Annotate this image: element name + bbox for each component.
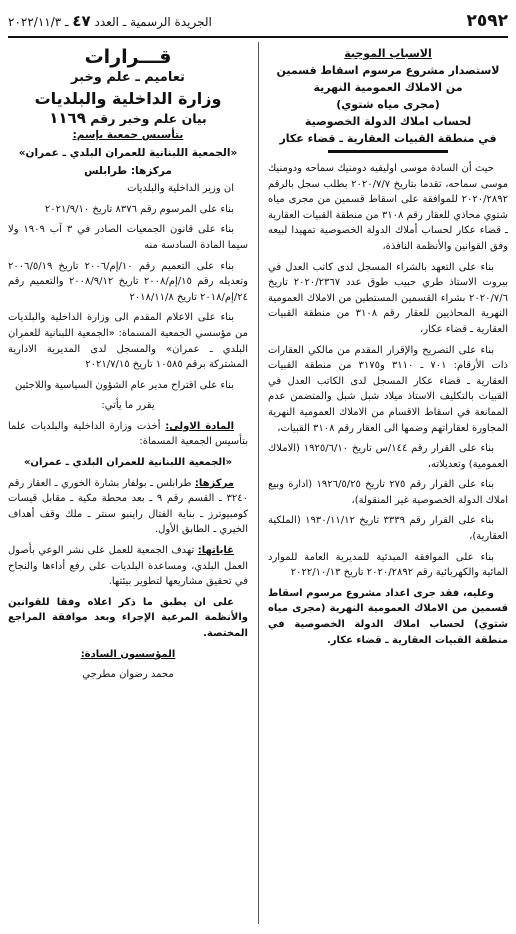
reasons-title-5: في منطقة القبيات العقارية ـ قضاء عكار [279, 132, 497, 145]
notice-heading [8, 108, 248, 127]
paragraph: بناء على الموافقة المبدئية للمديرية العامة للموارد المائية والكهربائية رقم ٢٠٢٠/٢٨٩٢ تاريخ ٢٠٢٢/١٠/١٣ [268, 551, 508, 579]
paragraph: بناء على التعهد بالشراء المسجل لدى كاتب العدل في بيروت الاستاذ طري حبيب طوق عدد ٢٠٢٠/٢٣٦٧ تاريخ ٢٠٢٠/٧/٦ بشراء القسمين المستطين من الاملاك العمومية النهرية المحاذيين للعقار رقم ٣١٠٨ من منطقة القبيات العقارية ـ قضاء عكار، [268, 261, 509, 335]
gazette-issue [8, 12, 212, 30]
paragraph: بناء على اقتراح مدير عام الشؤون السياسية واللاجئين [15, 379, 234, 391]
article-text: أخذت وزارة الداخلية والبلديات علما بتأسيس الجمعية المسماة: [8, 420, 248, 448]
issue-number: ٤٧ [72, 12, 91, 30]
hq-line: مركزها: طرابلس [84, 164, 172, 177]
association-name-repeat: «الجمعية اللبنانية للعمران البلدي ـ عمران» [23, 457, 233, 469]
gazette-name: الجريدة الرسمية ـ العدد [94, 15, 212, 29]
left-column [8, 44, 248, 688]
paragraph: بناء على القرار رقم ٣٣٣٩ تاريخ ١٩٣٠/١١/١٢ (الملكية العقارية)، [268, 515, 508, 543]
title-underline [328, 150, 448, 153]
header-rule [8, 36, 508, 38]
reasons-title-1: لاستصدار مشروع مرسوم اسقاط قسمين [276, 64, 500, 77]
reasons-title-2: من الاملاك العمومية النهرية [313, 81, 463, 94]
paragraph: بناء على قانون الجمعيات الصادر في ٣ آب ١٩٠٩ ولا سيما المادة السادسة منه [8, 224, 248, 251]
section-title: قـــرارات [84, 46, 172, 68]
paragraph: بناء على التصريح والإقرار المقدم من مالكي العقارات ذات الأرقام: ٧٠١ ـ ٣١١٠ و٣١٧٥ من منطقة القبيات العقارية ـ قضاء عكار المسجل لدى الكاتب العدل في القبيات بالتكليف الاستاذ ميلاد شبل شبل والمتضمن عدم الممانعة في اسقاط الاقسام من الاملاك العمومية النهرية المجاورة لعقاراتهم وضمها الى العقار رقم ٣١٠٨ القبيات، [268, 344, 508, 434]
article-one [8, 419, 248, 450]
paragraph: بناء على القرار رقم ٢٧٥ تاريخ ١٩٢٦/٥/٢٥ (ادارة وبيع املاك الدولة الخصوصية غير المنقولة)، [268, 479, 508, 506]
right-column [268, 44, 508, 653]
column-divider [258, 42, 259, 924]
paragraph: بناء على القرار رقم ١٤٤/س تاريخ ١٩٢٥/٦/١٠ (الاملاك العمومية) وتعديلاته، [268, 443, 508, 470]
section-subtitle: تعاميم ـ علم وخبر [71, 69, 185, 85]
goals-paragraph [8, 543, 248, 590]
founders-label: المؤسسون السادة: [80, 648, 176, 660]
founder-name: محمد رضوان مطرجي [82, 669, 174, 681]
association-name: «الجمعية اللبنانية للعمران البلدي ـ عمران» [18, 146, 238, 159]
reasons-heading: الاسباب الموجبة [344, 47, 432, 60]
reasons-title-4: لحساب املاك الدولة الخصوصية [304, 115, 472, 128]
goals-text: تهدف الجمعية للعمل على نشر الوعي بأصول العمل البلدي، ومساعدة البلديات على رفع أداءها والنجاح في تحقيق مشاريعها لتطوير بيئتها. [8, 545, 248, 588]
paragraph: بناء على التعميم رقم ١٠/إم/٢٠٠٦ تاريخ ٢٠٠٦/٥/١٩ وتعديله رقم ١٥/إم/٢٠٠٨ تاريخ ٢٠٠٨/٩/١٢ والتعميم رقم ٢٤/إم/٢٠١٨ تاريخ ٢٠١٨/١١/٨ [8, 260, 248, 303]
reasons-title-3: (مجرى مياه شتوي) [336, 98, 440, 111]
paragraph: بناء على الاعلام المقدم الى وزارة الداخلية والبلديات من مؤسسي الجمعية المسماة: «الجمعية اللبنانية للعمران البلدي ـ عمران» والمسجل لدى المديرية الادارية المشتركة برقم ١٠٥٨٥ تاريخ ٢٠٢١/٧/١٥ [8, 312, 248, 371]
paragraph: حيث أن السادة موسى اوليفيه دومنيك سماحه ودومنيك موسى سماحه، تقدما بتاريخ ٢٠٢٠/٧/٧ بطلب سجل بالرقم ٢٠٢٠/٢٨٩٢ للموافقة على اسقاط قسمين من مجرى مياه شتوي محاذي للعقار رقم ٣١٠٨ من منطقة القبيات العقارية ـ قضاء عكار لحساب أملاك الدولة الخصوصية تمهيدا لبيعه وفق القوانين والأنظمة النافذة، [268, 163, 508, 252]
decides-label: يقرر ما يأتي: [101, 400, 155, 412]
ministry-name: وزارة الداخلية والبلديات [34, 89, 222, 109]
paragraph: ان وزير الداخلية والبلديات [127, 183, 234, 195]
hq-paragraph [8, 476, 248, 538]
conclusion: وعليه، فقد جرى اعداد مشروع مرسوم اسقاط قسمين من الاملاك العمومية النهرية (مجرى مياه شتوي) لحساب املاك الدولة الخصوصية في منطقة القبيات العقارية ـ قضاء عكار. [268, 587, 508, 646]
closing-text: على ان يطبق ما ذكر اعلاه وفقا للقوانين والأنظمة المرعية الإجراء وبعد موافقة المراجع المختصة. [8, 596, 248, 639]
page-number: ٢٥٩٢ [466, 11, 508, 31]
issue-date: ـ ٢٠٢٢/١١/٣ [8, 15, 69, 29]
hq-label: مركزها: [194, 477, 234, 489]
paragraph: بناء على المرسوم رقم ٨٣٧٦ تاريخ ٢٠٢١/٩/١٠ [44, 203, 234, 215]
notice-number: ١١٦٩ [49, 108, 86, 127]
goals-label: غاياتها: [197, 545, 234, 557]
hq-text: طرابلس ـ بولفار بشارة الخوري ـ العقار رقم ٣٢٤٠ ـ القسم رقم ٩ ـ بعد محطة مكية ـ مقابل قيسات كومبيوترز ـ بناية الفتال راينبو سنتر ـ ملك وقف أهداف الخيري ـ الطابق الأول. [8, 477, 248, 536]
notice-label: بيان علم وخبر رقم [90, 110, 207, 126]
founding-label: بتأسيس جمعية بإسم: [72, 129, 184, 142]
page-header [8, 8, 508, 34]
article-label: المادة الاولى: [165, 420, 235, 432]
